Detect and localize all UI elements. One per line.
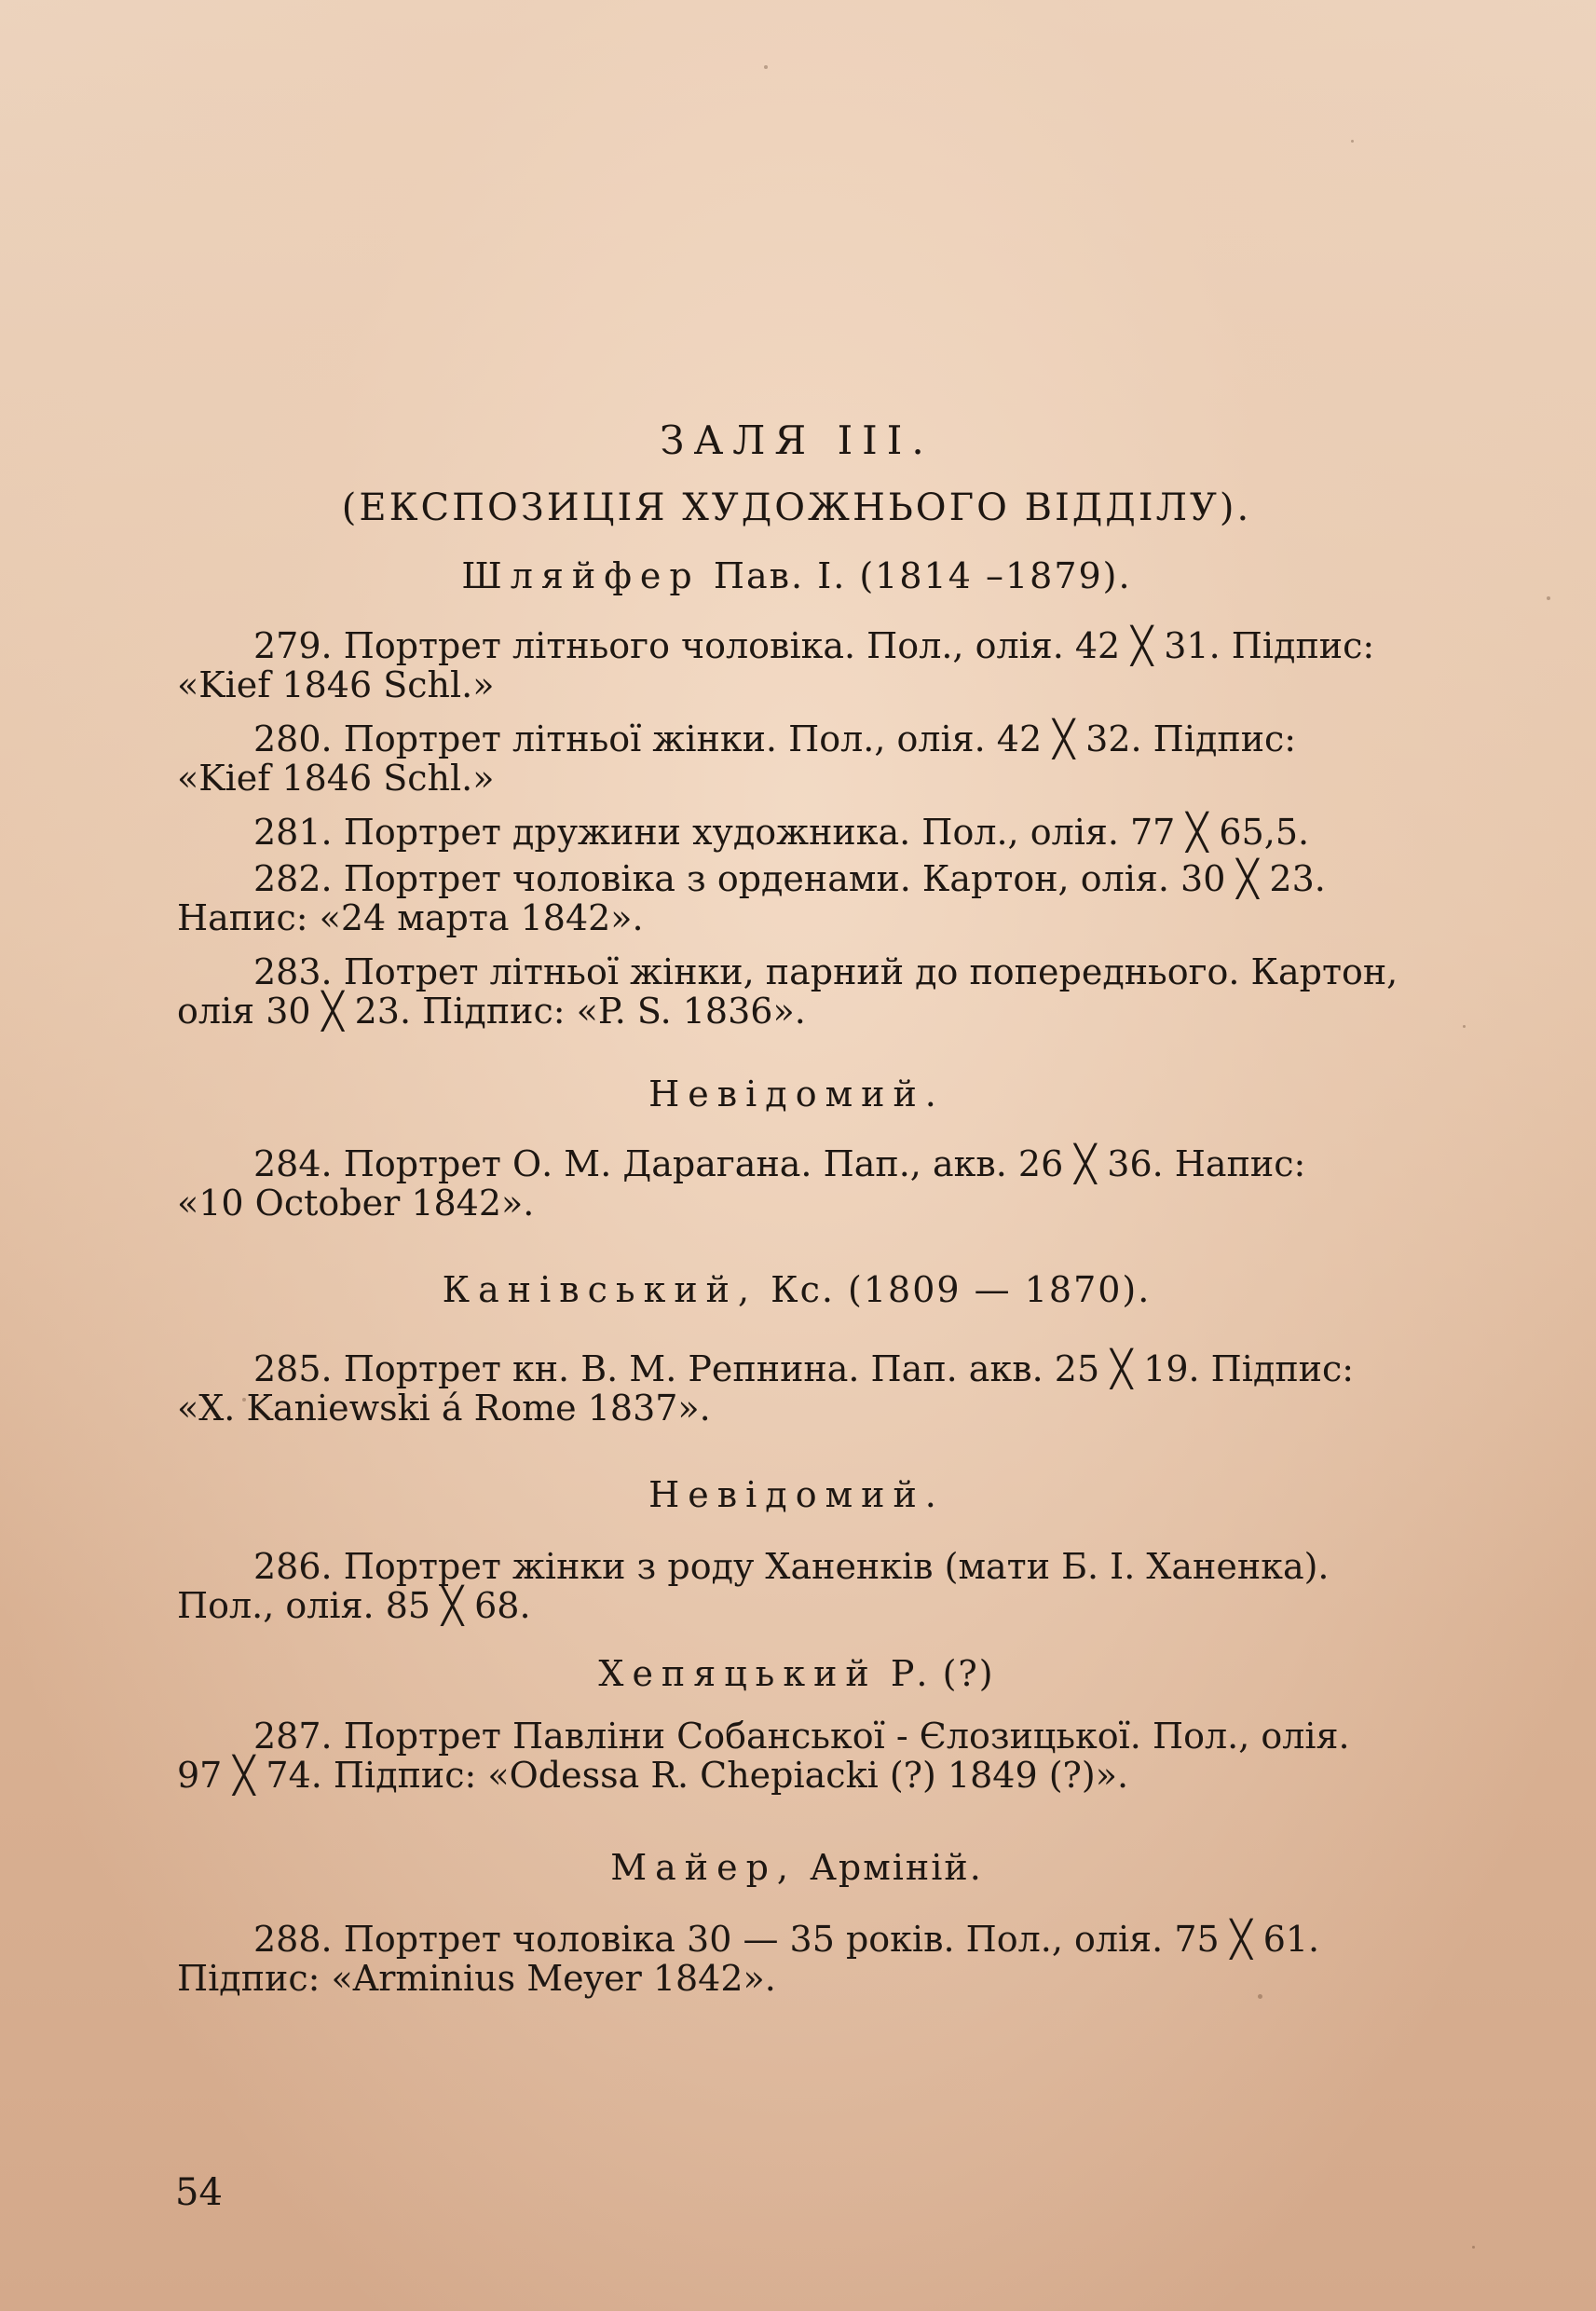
entry-line: 282. Портрет чоловіка з орденами. Картон, олія. 30 ╳ 23.	[253, 858, 1326, 899]
hall-title: ЗАЛЯ III.	[660, 417, 934, 463]
entry-line: «10 October 1842».	[177, 1183, 535, 1224]
entry-line: «Kief 1846 Schl.»	[177, 664, 495, 705]
paper-speck	[1258, 1994, 1262, 1999]
entry-line: Напис: «24 марта 1842».	[177, 897, 644, 938]
artist-heading	[177, 1653, 1416, 1694]
entry-line: 287. Портрет Павліни Собанської - Єлозицької. Пол., олія.	[253, 1716, 1350, 1757]
artist-name: Невідомий.	[648, 1073, 945, 1114]
entry-line: Підпис: «Arminius Meyer 1842».	[177, 1958, 776, 1999]
entry-line: «Kief 1846 Schl.»	[177, 758, 495, 799]
entry-line: 285. Портрет кн. В. М. Репнина. Пап. акв. 25 ╳ 19. Підпис:	[253, 1348, 1355, 1389]
artist-details: Арміній.	[810, 1847, 983, 1888]
artist-name: Канівський,	[442, 1269, 758, 1310]
paper-speck	[1463, 1025, 1466, 1028]
entry-line: 283. Потрет літньої жінки, парний до попереднього. Картон,	[253, 951, 1398, 992]
entry-line: 288. Портрет чоловіка 30 — 35 років. Пол., олія. 75 ╳ 61.	[253, 1919, 1320, 1960]
entry-line: 286. Портрет жінки з роду Ханенків (мати Б. І. Ханенка).	[253, 1546, 1330, 1587]
paper-speck	[1472, 2246, 1475, 2249]
artist-name: Хепяцький	[598, 1653, 878, 1694]
catalog-entry	[177, 626, 1579, 704]
catalog-entry	[177, 952, 1579, 1031]
catalog-entry	[177, 719, 1579, 798]
paper-speck	[1547, 596, 1550, 600]
artist-heading	[177, 1269, 1416, 1310]
artist-name: Шляйфер	[461, 555, 701, 596]
catalog-entry	[177, 859, 1579, 937]
entry-line: олія 30 ╳ 23. Підпис: «P. S. 1836».	[177, 991, 806, 1032]
artist-details: Р. (?)	[890, 1653, 995, 1694]
catalog-entry	[177, 1144, 1579, 1223]
catalog-entry	[177, 813, 1579, 852]
entry-line: 280. Портрет літньої жінки. Пол., олія. 42 ╳ 32. Підпис:	[253, 718, 1297, 759]
artist-name: Майер,	[610, 1847, 797, 1888]
artist-name: Невідомий.	[648, 1474, 945, 1515]
entry-line: «X. Kaniewski á Rome 1837».	[177, 1388, 711, 1429]
section-title: (ЕКСПОЗИЦІЯ ХУДОЖНЬОГО ВІДДІЛУ).	[341, 486, 1252, 529]
entry-line: Пол., олія. 85 ╳ 68.	[177, 1585, 531, 1626]
paper-speck	[1351, 140, 1354, 143]
artist-details: Кс. (1809 — 1870).	[771, 1269, 1152, 1310]
artist-heading	[177, 1474, 1416, 1515]
entry-line: 97 ╳ 74. Підпис: «Odessa R. Chepiacki (?) 1849 (?)».	[177, 1755, 1129, 1796]
catalog-entry	[177, 1547, 1579, 1625]
artist-heading	[177, 1847, 1416, 1888]
artist-details: Пав. І. (1814 –1879).	[713, 555, 1132, 596]
entry-line: 281. Портрет дружини художника. Пол., олія. 77 ╳ 65,5.	[253, 812, 1310, 853]
artist-heading	[177, 555, 1416, 596]
entry-line: 284. Портрет О. М. Дарагана. Пап., акв. 26 ╳ 36. Напис:	[253, 1143, 1306, 1184]
paper-speck	[764, 65, 768, 69]
catalog-entry	[177, 1716, 1579, 1795]
paper-speck	[242, 1398, 246, 1402]
catalog-entry	[177, 1349, 1579, 1428]
catalog-entry	[177, 1920, 1579, 1998]
artist-heading	[177, 1073, 1416, 1114]
entry-line: 279. Портрет літнього чоловіка. Пол., олія. 42 ╳ 31. Підпис:	[253, 625, 1375, 666]
page-number: 54	[175, 2171, 223, 2214]
